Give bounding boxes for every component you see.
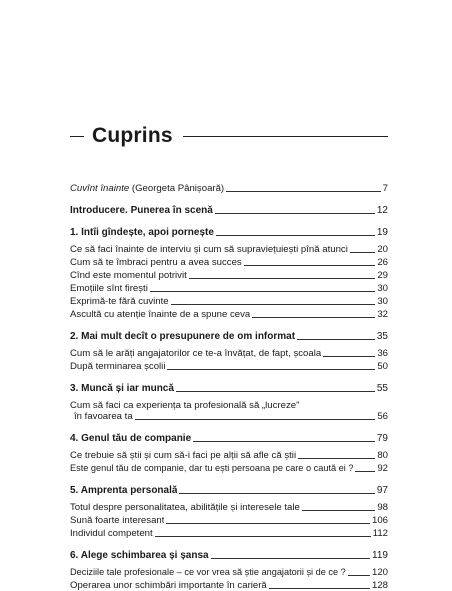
dotted-leader xyxy=(297,339,375,340)
dotted-leader xyxy=(350,252,375,253)
toc-entry-label: Individul competent xyxy=(70,528,153,539)
toc-page-number: 128 xyxy=(371,580,388,591)
dotted-leader xyxy=(252,317,375,318)
toc-section-5 xyxy=(70,485,388,496)
toc-entry-label: Operarea unor schimbări importante în carieră xyxy=(70,580,267,591)
dotted-leader xyxy=(171,304,376,305)
toc-entry xyxy=(70,257,388,268)
toc-entry-preface xyxy=(70,183,388,194)
toc-entry xyxy=(70,244,388,255)
toc-page-number: 36 xyxy=(377,348,388,359)
toc-section-3 xyxy=(70,383,388,394)
toc-entry-label: Cum să le arăți angajatorilor ce te-a învățat, de fapt, școala xyxy=(70,348,322,359)
dotted-leader xyxy=(179,493,374,494)
toc-section-label: 6. Alege schimbarea și șansa xyxy=(70,550,209,561)
toc-entry-label: După terminarea școlii xyxy=(70,361,166,372)
table-of-contents xyxy=(70,183,388,591)
toc-entry xyxy=(70,309,388,320)
toc-entry xyxy=(70,270,388,281)
toc-entry xyxy=(70,296,388,307)
page-title: Cuprins xyxy=(92,124,173,147)
toc-entry-first-line xyxy=(70,400,388,411)
toc-page-number: 92 xyxy=(377,463,388,474)
dotted-leader xyxy=(323,356,375,357)
toc-title-row xyxy=(70,124,388,148)
toc-entry-label: Cum să faci ca experiența ta profesională să „lucreze" xyxy=(70,400,300,411)
toc-page-number: 26 xyxy=(377,257,388,268)
toc-entry xyxy=(70,528,388,539)
toc-entry-label: Cînd este momentul potrivit xyxy=(70,270,187,281)
preface-italic-label: Cuvînt înainte xyxy=(70,183,130,194)
toc-entry xyxy=(70,348,388,359)
preface-author-label: (Georgeta Pânișoară) xyxy=(129,183,225,194)
toc-page-number: 106 xyxy=(371,515,388,526)
toc-page-number: 97 xyxy=(376,485,388,496)
dotted-leader xyxy=(167,369,375,370)
dotted-leader xyxy=(244,265,376,266)
toc-section-label: 5. Amprenta personală xyxy=(70,485,178,496)
toc-section-label: 4. Genul tău de companie xyxy=(70,433,192,444)
toc-entry-label-continued: în favoarea ta xyxy=(74,411,133,422)
dotted-leader xyxy=(302,510,375,511)
toc-page-number: 112 xyxy=(372,528,388,539)
dotted-leader xyxy=(150,291,375,292)
toc-page-number: 119 xyxy=(372,550,388,561)
toc-entry-label: Exprimă-te fără cuvinte xyxy=(70,296,169,307)
toc-entry-label: Ascultă cu atenție înainte de a spune ceva xyxy=(70,309,251,320)
toc-entry-label: Totul despre personalitatea, abilitățile și interesele tale xyxy=(70,502,300,513)
toc-page-number: 79 xyxy=(376,433,388,444)
toc-entry xyxy=(70,450,388,461)
toc-page-number: 50 xyxy=(377,361,388,372)
toc-section-label: Introducere. Punerea în scenă xyxy=(70,205,213,216)
toc-page-number: 30 xyxy=(377,296,388,307)
dotted-leader xyxy=(189,278,376,279)
toc-page-number: 29 xyxy=(377,270,388,281)
toc-entry-label xyxy=(70,183,224,194)
toc-section-1 xyxy=(70,227,388,238)
toc-entry-label: Este genul tău de companie, dar tu ești persoana pe care o caută ei ? xyxy=(70,463,354,473)
toc-page-number: 35 xyxy=(376,331,388,342)
title-rule-right xyxy=(183,136,388,137)
toc-entry xyxy=(70,580,388,591)
toc-page-number: 98 xyxy=(377,502,388,513)
toc-page-number: 7 xyxy=(382,183,388,194)
toc-page-number: 30 xyxy=(377,283,388,294)
toc-entry-label: Deciziile tale profesionale – ce vor vrea să știe angajatorii și de ce ? xyxy=(70,567,346,577)
dotted-leader xyxy=(155,536,371,537)
toc-section-label: 2. Mai mult decît o presupunere de om informat xyxy=(70,331,296,342)
dotted-leader xyxy=(176,391,375,392)
toc-entry-continuation xyxy=(70,411,388,422)
toc-section-label: 3. Muncă și iar muncă xyxy=(70,383,174,394)
dotted-leader xyxy=(135,419,376,420)
dotted-leader xyxy=(215,213,375,214)
dotted-leader xyxy=(226,191,381,192)
dotted-leader xyxy=(348,575,370,576)
toc-entry-label: Ce trebuie să știi și cum să-i faci pe alții să afle că știi xyxy=(70,450,297,461)
toc-section-2 xyxy=(70,331,388,342)
dotted-leader xyxy=(211,558,370,559)
toc-section-6 xyxy=(70,550,388,561)
dotted-leader xyxy=(269,588,370,589)
dotted-leader xyxy=(216,235,375,236)
dotted-leader xyxy=(166,523,370,524)
toc-entry xyxy=(70,361,388,372)
title-rule-left xyxy=(70,136,84,137)
toc-entry xyxy=(70,567,388,578)
toc-page-number: 19 xyxy=(376,227,388,238)
toc-entry xyxy=(70,283,388,294)
dotted-leader xyxy=(298,458,375,459)
toc-section-intro xyxy=(70,205,388,216)
toc-entry-label: Cum să te îmbraci pentru a avea succes xyxy=(70,257,242,268)
toc-entry xyxy=(70,502,388,513)
toc-page-number: 80 xyxy=(377,450,388,461)
dotted-leader xyxy=(193,441,375,442)
dotted-leader xyxy=(355,471,375,472)
toc-entry-label: Emoțiile sînt firești xyxy=(70,283,148,294)
toc-page-number: 12 xyxy=(376,205,388,216)
toc-section-label: 1. Întîi gîndește, apoi pornește xyxy=(70,227,214,238)
toc-section-4 xyxy=(70,433,388,444)
toc-page-number: 20 xyxy=(377,244,388,255)
toc-page-number: 120 xyxy=(371,567,388,578)
toc-entry-label: Ce să faci înainte de interviu și cum să supraviețuiești pînă atunci xyxy=(70,244,348,255)
toc-entry xyxy=(70,463,388,474)
toc-entry xyxy=(70,515,388,526)
toc-page-number: 55 xyxy=(376,383,388,394)
toc-entry-label: Sună foarte interesant xyxy=(70,515,165,526)
toc-page-number: 56 xyxy=(377,411,388,422)
toc-page-number: 32 xyxy=(377,309,388,320)
